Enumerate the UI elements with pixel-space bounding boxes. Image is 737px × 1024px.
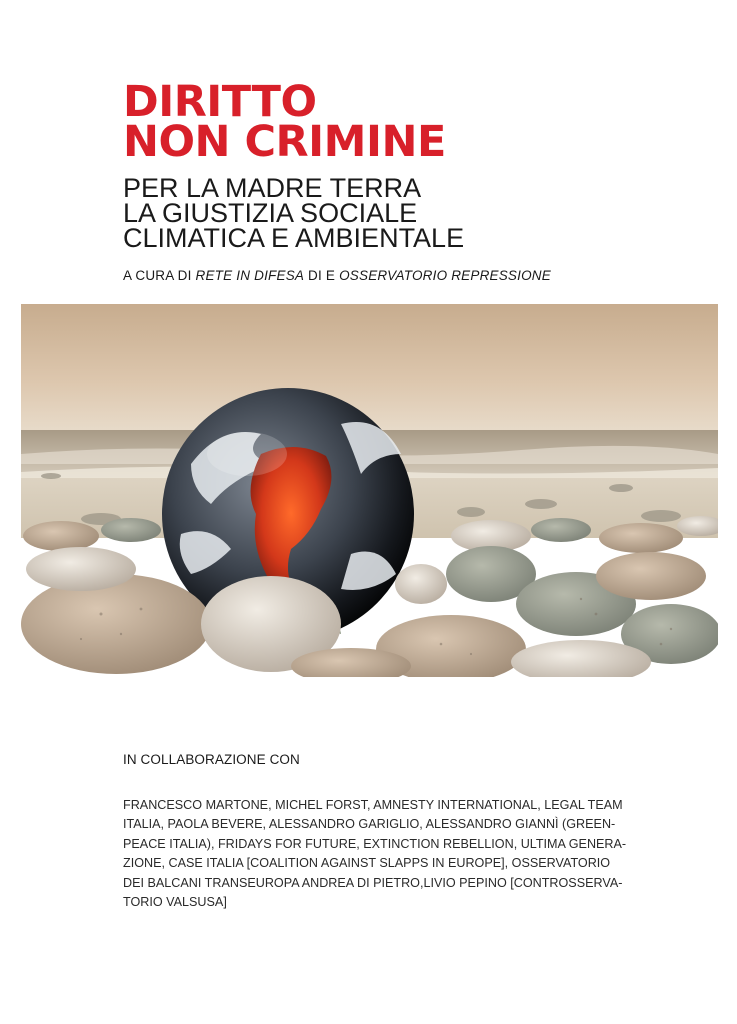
book-title-line-2: NON CRIMINE (123, 117, 446, 167)
book-title-line-1: DIRITTO (123, 77, 317, 127)
curator-org-2: OSSERVATORIO REPRESSIONE (339, 268, 551, 283)
book-subtitle-line-3: CLIMATICA E AMBIENTALE (123, 223, 465, 253)
book-subtitle-line-2: LA GIUSTIZIA SOCIALE (123, 198, 418, 228)
book-subtitle (123, 173, 465, 253)
curator-middle: DI E (304, 268, 340, 283)
cover-image (21, 304, 718, 677)
collaboration-line: ZIONE, CASE ITALIA [COALITION AGAINST SLAPPS IN EUROPE], OSSERVATORIO (123, 856, 611, 871)
book-title (123, 77, 446, 167)
collaboration-line: TORIO VALSUSA] (123, 895, 227, 910)
curator-org-1: RETE IN DIFESA (195, 268, 305, 283)
collaboration-heading: IN COLLABORAZIONE CON (123, 752, 300, 767)
collaboration-line: DEI BALCANI TRANSEUROPA ANDREA DI PIETRO,LIVIO PEPINO [CONTROSSERVA- (123, 875, 623, 890)
curator-prefix: A CURA DI (123, 268, 196, 283)
earth-on-beach-illustration (21, 304, 718, 677)
book-subtitle-line-1: PER LA MADRE TERRA (123, 173, 422, 203)
curator-credit (123, 268, 551, 283)
collaboration-list (123, 796, 627, 912)
collaboration-line: ITALIA, PAOLA BEVERE, ALESSANDRO GARIGLIO, ALESSANDRO GIANNÌ (GREEN- (123, 817, 616, 832)
collaboration-line: FRANCESCO MARTONE, MICHEL FORST, AMNESTY INTERNATIONAL, LEGAL TEAM (123, 798, 623, 812)
collaboration-line: PEACE ITALIA), FRIDAYS FOR FUTURE, EXTINCTION REBELLION, ULTIMA GENERA- (123, 836, 627, 851)
